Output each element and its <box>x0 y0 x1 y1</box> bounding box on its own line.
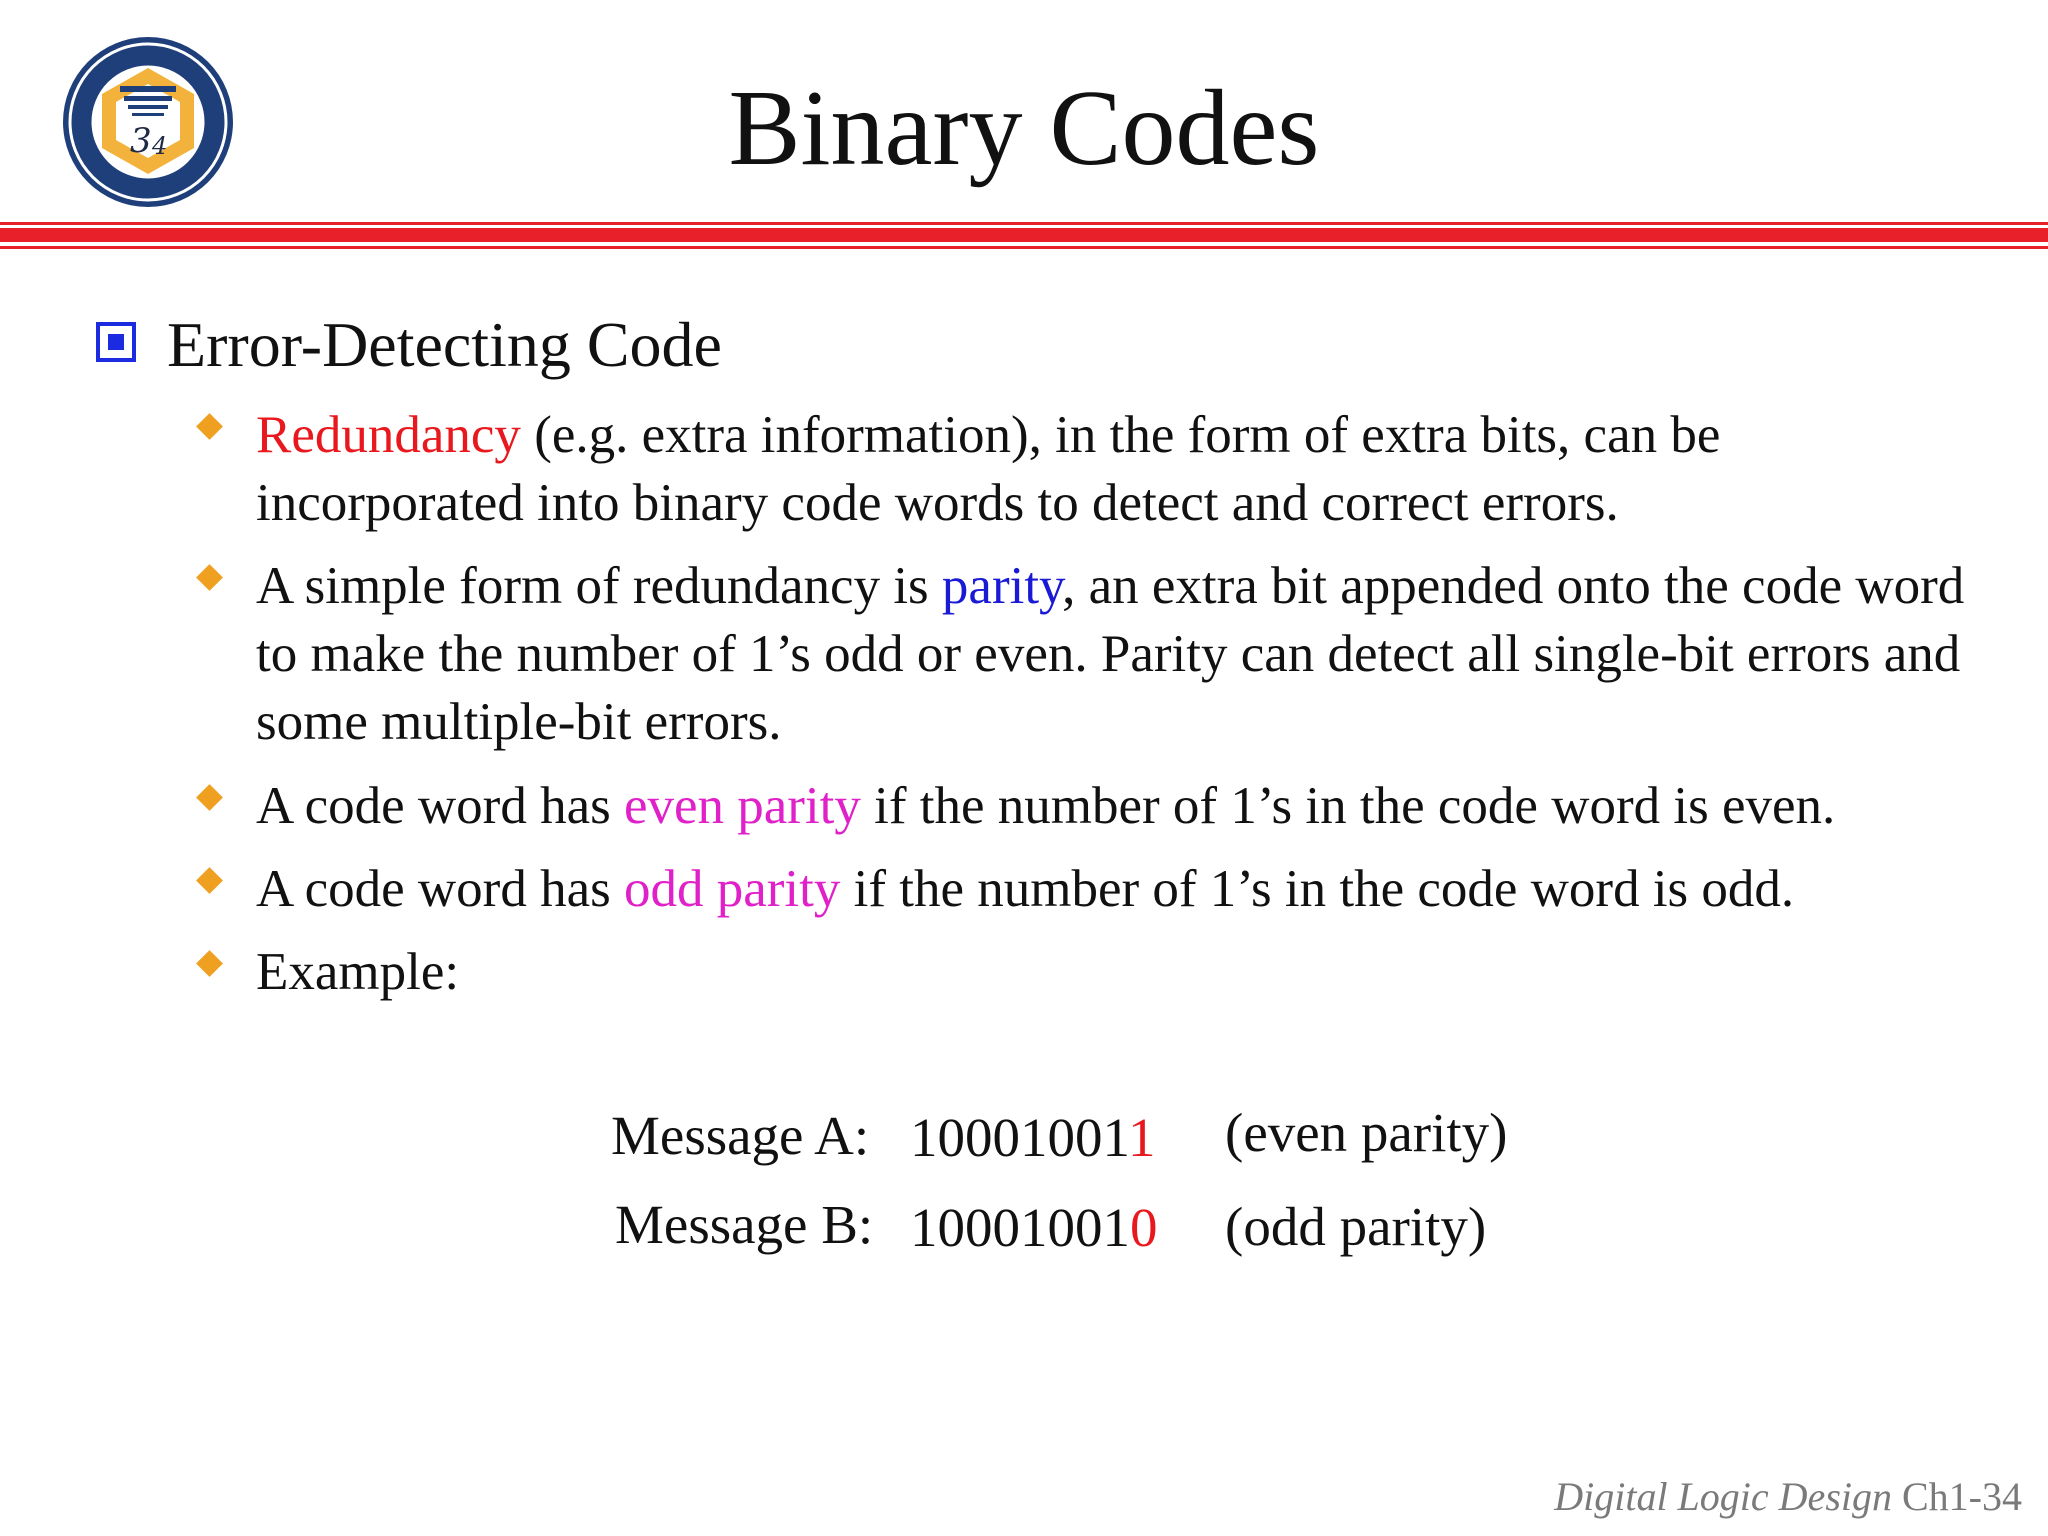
section-heading: Error-Detecting Code <box>167 309 722 380</box>
diamond-bullet-icon <box>196 867 223 894</box>
message-a-note: (even parity) <box>1225 1102 1508 1163</box>
svg-text:3: 3 <box>130 121 152 161</box>
header-rule-thin-bottom <box>0 246 2048 249</box>
message-b-bits: 10001001 <box>910 1197 1130 1258</box>
header-rule-thin-top <box>0 222 2048 225</box>
bullet-item <box>256 552 1996 756</box>
term-even-parity: even parity <box>623 777 861 835</box>
footer-page-number: Ch1-34 <box>1902 1474 2022 1519</box>
bullet-text: A simple form of redundancy is <box>256 557 942 615</box>
bullet-item <box>256 855 1996 923</box>
bullet-item <box>256 772 1996 840</box>
bullet-text: A code word has <box>256 777 624 835</box>
message-b-note: (odd parity) <box>1225 1196 1487 1257</box>
svg-text:4: 4 <box>152 132 168 160</box>
bullet-item <box>256 401 1996 537</box>
footer-course: Digital Logic Design <box>1554 1474 1892 1519</box>
message-b-code <box>910 1194 1158 1262</box>
bullet-text: if the number of 1’s in the code word is even. <box>860 777 1836 835</box>
slide-footer <box>1554 1472 2022 1522</box>
diamond-bullet-icon <box>196 413 223 440</box>
term-redundancy: Redundancy <box>256 406 521 464</box>
bullet-text: Example: <box>256 943 460 1001</box>
message-b-label: Message B: <box>615 1194 874 1255</box>
term-odd-parity: odd parity <box>623 860 841 918</box>
bullet-item <box>256 938 1996 1006</box>
diamond-bullet-icon <box>196 564 223 591</box>
message-b-parity-bit: 0 <box>1130 1197 1158 1258</box>
diamond-bullet-icon <box>196 784 223 811</box>
header-rule-thick <box>0 228 2048 242</box>
square-bullet-icon <box>96 322 136 362</box>
bullet-text: (e.g. extra information), in the form of extra bits, can be incorporated into binary code words to detect and correct errors. <box>256 406 1721 532</box>
message-a-label: Message A: <box>611 1105 870 1166</box>
message-a-code <box>910 1104 1155 1172</box>
term-parity: parity <box>941 557 1063 615</box>
message-a-bits: 10001001 <box>910 1107 1128 1168</box>
bullet-text: , an extra bit appended onto the code word to make the number of 1’s odd or even. Parity can detect all single-bit errors and some multiple-bit errors. <box>256 557 1965 751</box>
bullet-text: if the number of 1’s in the code word is odd. <box>840 860 1795 918</box>
slide-title: Binary Codes <box>728 69 1320 188</box>
message-a-parity-bit: 1 <box>1127 1107 1156 1168</box>
diamond-bullet-icon <box>196 950 223 977</box>
bullet-text: A code word has <box>256 860 624 918</box>
